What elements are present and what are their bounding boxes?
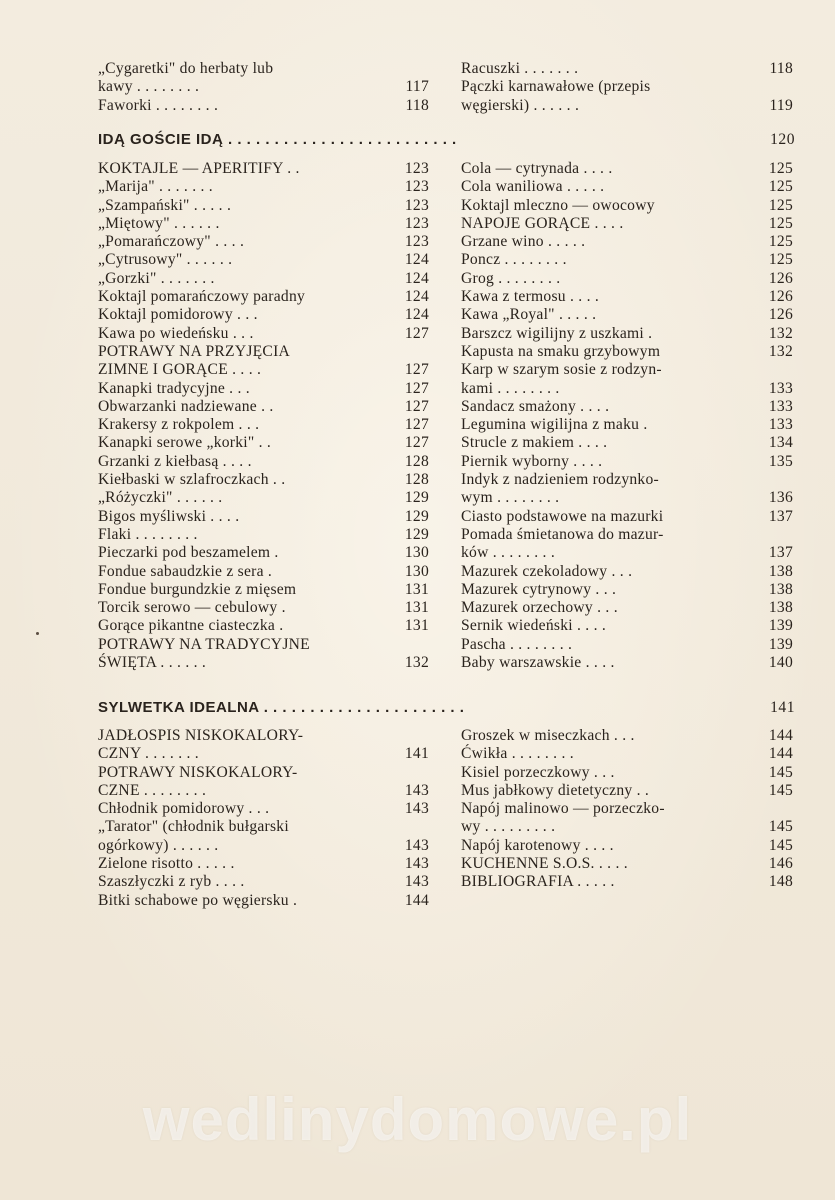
section-title: SYLWETKA IDEALNA . . . . . . . . . . . . . . . . . . . . . . bbox=[98, 699, 465, 716]
toc-entry-page: 123 bbox=[404, 214, 429, 232]
toc-entry bbox=[461, 214, 793, 233]
toc-entry bbox=[461, 361, 741, 379]
toc-entry bbox=[98, 196, 429, 215]
toc-entry-page: 145 bbox=[768, 818, 793, 836]
toc-entry bbox=[98, 343, 373, 361]
toc-entry-text: Kawa z termosu . . . . bbox=[461, 288, 600, 306]
section-heading-sylwetka-idealna bbox=[98, 699, 795, 716]
toc-entry-text: Ćwikła . . . . . . . . bbox=[461, 745, 574, 763]
toc-entry bbox=[461, 727, 793, 745]
toc-entry-page: 145 bbox=[768, 781, 793, 799]
toc-entry-page: 130 bbox=[404, 562, 429, 580]
toc-entry-page: 138 bbox=[768, 562, 793, 580]
toc-entry bbox=[98, 781, 429, 800]
toc-entry-page: 124 bbox=[404, 306, 429, 324]
toc-entry-text: ZIMNE I GORĄCE . . . . bbox=[98, 361, 262, 379]
toc-entry bbox=[98, 178, 429, 196]
toc-entry-page: 137 bbox=[768, 544, 793, 562]
toc-entry-text: Pomada śmietanowa do mazur- bbox=[461, 525, 664, 543]
toc-entry-text: KUCHENNE S.O.S. . . . . bbox=[461, 855, 628, 873]
toc-entry-text: „Miętowy" . . . . . . bbox=[98, 214, 220, 232]
toc-entry-text: kami . . . . . . . . bbox=[461, 379, 560, 397]
toc-entry-text: ogórkowy) . . . . . . bbox=[98, 836, 219, 854]
print-speck bbox=[36, 632, 39, 635]
toc-entry bbox=[461, 78, 741, 96]
toc-entry-text: CZNE . . . . . . . . bbox=[98, 781, 207, 799]
toc-entry-page: 138 bbox=[768, 580, 793, 598]
block1-left-column bbox=[98, 160, 429, 672]
toc-entry-page: 133 bbox=[768, 379, 793, 397]
toc-entry-text: Mazurek cytrynowy . . . bbox=[461, 580, 617, 598]
toc-entry bbox=[461, 342, 793, 361]
toc-entry-text: JADŁOSPIS NISKOKALORY- bbox=[98, 727, 304, 744]
toc-entry bbox=[461, 379, 793, 398]
toc-entry-page: 127 bbox=[404, 379, 429, 397]
toc-entry-page: 128 bbox=[404, 452, 429, 470]
toc-entry-page: 118 bbox=[405, 96, 429, 114]
toc-entry-page: 124 bbox=[404, 251, 429, 269]
toc-entry-page: 145 bbox=[768, 836, 793, 854]
toc-entry-text: Grog . . . . . . . . bbox=[461, 269, 561, 287]
toc-entry-text: Mus jabłkowy dietetyczny . . bbox=[461, 781, 650, 799]
toc-entry-page: 123 bbox=[404, 196, 429, 214]
toc-entry bbox=[98, 416, 429, 434]
toc-entry-page: 143 bbox=[404, 855, 429, 873]
toc-entry-text: Fondue sabaudzkie z sera . bbox=[98, 562, 273, 580]
toc-entry-text: CZNY . . . . . . . bbox=[98, 745, 199, 763]
toc-entry bbox=[461, 416, 793, 434]
block2-right-column bbox=[461, 727, 793, 892]
toc-entry bbox=[461, 745, 793, 763]
block1-right-column bbox=[461, 160, 793, 672]
toc-entry bbox=[98, 873, 429, 891]
toc-entry bbox=[98, 580, 429, 599]
toc-entry bbox=[461, 526, 741, 544]
block2-left-column bbox=[98, 727, 429, 910]
toc-entry-page: 130 bbox=[404, 544, 429, 562]
toc-entry bbox=[98, 379, 429, 398]
toc-entry bbox=[98, 160, 429, 178]
toc-entry-text: Ciasto podstawowe na mazurki bbox=[461, 507, 664, 525]
toc-entry bbox=[461, 324, 793, 343]
toc-entry bbox=[98, 654, 429, 672]
toc-entry-page: 125 bbox=[768, 251, 793, 269]
top-left-column bbox=[98, 60, 429, 115]
toc-entry-page: 129 bbox=[404, 507, 429, 525]
toc-entry-text: Sandacz smażony . . . . bbox=[461, 397, 610, 415]
toc-entry-page: 117 bbox=[405, 78, 429, 96]
toc-entry bbox=[98, 818, 373, 836]
toc-entry bbox=[461, 562, 793, 581]
toc-entry-page: 131 bbox=[404, 580, 429, 598]
toc-entry-text: Bitki schabowe po węgiersku . bbox=[98, 891, 298, 909]
toc-entry-text: POTRAWY NA TRADYCYJNE bbox=[98, 635, 310, 653]
toc-entry-page: 126 bbox=[768, 306, 793, 324]
toc-entry-text: NAPOJE GORĄCE . . . . bbox=[461, 214, 624, 232]
toc-entry-text: Pączki karnawałowe (przepis bbox=[461, 78, 651, 96]
toc-entry-page: 141 bbox=[404, 745, 429, 763]
toc-entry-text: ŚWIĘTA . . . . . . bbox=[98, 654, 207, 672]
toc-entry-text: Strucle z makiem . . . . bbox=[461, 434, 608, 452]
toc-entry-text: Karp w szarym sosie z rodzyn- bbox=[461, 361, 662, 379]
toc-entry-text: Poncz . . . . . . . . bbox=[461, 251, 567, 269]
toc-entry-text: POTRAWY NISKOKALORY- bbox=[98, 763, 298, 781]
toc-entry-page: 143 bbox=[404, 781, 429, 799]
toc-entry-page: 136 bbox=[768, 489, 793, 507]
top-right-column bbox=[461, 60, 793, 115]
toc-entry bbox=[98, 891, 429, 910]
toc-entry bbox=[461, 507, 793, 526]
toc-entry-page: 124 bbox=[404, 269, 429, 287]
toc-entry-text: Koktajl mleczno — owocowy bbox=[461, 196, 655, 214]
toc-entry bbox=[461, 580, 793, 599]
toc-entry-text: kawy . . . . . . . . bbox=[98, 78, 200, 96]
toc-entry-text: Grzane wino . . . . . bbox=[461, 233, 586, 251]
toc-entry bbox=[461, 306, 793, 324]
toc-entry-page: 132 bbox=[768, 342, 793, 360]
toc-entry bbox=[461, 836, 793, 855]
toc-entry-page: 118 bbox=[769, 60, 793, 77]
toc-entry bbox=[461, 617, 793, 635]
toc-entry-text: Koktajl pomarańczowy paradny bbox=[98, 288, 306, 306]
toc-entry-page: 135 bbox=[768, 452, 793, 470]
toc-entry bbox=[98, 251, 429, 269]
toc-entry bbox=[98, 544, 429, 562]
toc-entry bbox=[98, 525, 429, 544]
toc-entry-page: 126 bbox=[768, 288, 793, 306]
toc-entry-text: Barszcz wigilijny z uszkami . bbox=[461, 324, 653, 342]
toc-entry-text: „Tarator" (chłodnik bułgarski bbox=[98, 818, 289, 836]
toc-entry-page: 125 bbox=[768, 178, 793, 196]
toc-entry bbox=[461, 434, 793, 452]
toc-entry-text: Kawa „Royal" . . . . . bbox=[461, 306, 597, 324]
toc-entry-page: 139 bbox=[768, 635, 793, 653]
toc-entry-page: 131 bbox=[404, 617, 429, 635]
toc-entry-page: 123 bbox=[404, 160, 429, 177]
toc-entry bbox=[98, 397, 429, 416]
toc-entry bbox=[98, 233, 429, 251]
toc-entry-text: Szaszłyczki z ryb . . . . bbox=[98, 873, 245, 891]
toc-entry-page: 144 bbox=[768, 745, 793, 763]
toc-entry-text: Pascha . . . . . . . . bbox=[461, 635, 573, 653]
toc-entry-text: Legumina wigilijna z maku . bbox=[461, 416, 648, 434]
toc-entry-text: Sernik wiedeński . . . . bbox=[461, 617, 607, 635]
toc-entry-page: 144 bbox=[768, 727, 793, 744]
toc-entry bbox=[461, 452, 793, 471]
toc-entry-page: 123 bbox=[404, 178, 429, 196]
toc-entry bbox=[98, 599, 429, 617]
toc-entry-text: Flaki . . . . . . . . bbox=[98, 525, 198, 543]
toc-entry bbox=[98, 745, 429, 763]
toc-entry-text: Kapusta na smaku grzybowym bbox=[461, 342, 661, 360]
toc-entry-page: 129 bbox=[404, 525, 429, 543]
toc-entry-text: „Cygaretki" do herbaty lub bbox=[98, 60, 274, 77]
toc-entry bbox=[461, 855, 793, 873]
toc-entry-page: 128 bbox=[404, 471, 429, 489]
toc-entry bbox=[98, 78, 429, 96]
toc-entry bbox=[461, 60, 793, 78]
toc-entry-text: Pieczarki pod beszamelem . bbox=[98, 544, 279, 562]
toc-entry-page: 133 bbox=[768, 397, 793, 415]
toc-entry-text: Mazurek orzechowy . . . bbox=[461, 599, 618, 617]
toc-entry-text: Faworki . . . . . . . . bbox=[98, 96, 219, 114]
toc-entry-page: 125 bbox=[768, 196, 793, 214]
toc-entry-text: Zielone risotto . . . . . bbox=[98, 855, 235, 873]
toc-entry bbox=[98, 361, 429, 379]
toc-entry-text: Grzanki z kiełbasą . . . . bbox=[98, 452, 252, 470]
toc-entry bbox=[98, 764, 373, 782]
toc-entry bbox=[98, 836, 429, 855]
toc-entry-text: Gorące pikantne ciasteczka . bbox=[98, 617, 284, 635]
toc-entry-text: Baby warszawskie . . . . bbox=[461, 654, 615, 672]
toc-entry-text: Kanapki serowe „korki" . . bbox=[98, 434, 272, 452]
toc-entry-text: Obwarzanki nadziewane . . bbox=[98, 397, 274, 415]
toc-entry-text: Napój malinowo — porzeczko- bbox=[461, 800, 665, 818]
toc-entry-text: Chłodnik pomidorowy . . . bbox=[98, 800, 270, 818]
toc-entry-page: 132 bbox=[404, 654, 429, 672]
toc-entry bbox=[461, 251, 793, 269]
toc-entry bbox=[461, 781, 793, 800]
toc-entry-text: wym . . . . . . . . bbox=[461, 489, 560, 507]
toc-entry-page: 127 bbox=[404, 397, 429, 415]
toc-entry-text: Bigos myśliwski . . . . bbox=[98, 507, 240, 525]
toc-entry-text: Fondue burgundzkie z mięsem bbox=[98, 580, 297, 598]
toc-entry bbox=[461, 288, 793, 306]
toc-entry-page: 124 bbox=[404, 288, 429, 306]
toc-entry bbox=[461, 269, 793, 288]
toc-entry-page: 143 bbox=[404, 873, 429, 891]
toc-entry-text: ków . . . . . . . . bbox=[461, 544, 555, 562]
toc-entry-text: Kiełbaski w szlafroczkach . . bbox=[98, 471, 286, 489]
toc-entry bbox=[98, 60, 373, 78]
toc-entry bbox=[98, 214, 429, 233]
toc-entry-page: 127 bbox=[404, 416, 429, 434]
toc-entry-text: Mazurek czekoladowy . . . bbox=[461, 562, 633, 580]
toc-entry bbox=[461, 635, 793, 654]
toc-entry-text: Indyk z nadzieniem rodzynko- bbox=[461, 471, 659, 489]
toc-entry-text: Kisiel porzeczkowy . . . bbox=[461, 763, 615, 781]
toc-entry bbox=[98, 452, 429, 471]
toc-entry bbox=[461, 489, 793, 507]
toc-entry-text: Cola waniliowa . . . . . bbox=[461, 178, 605, 196]
toc-entry bbox=[461, 818, 793, 836]
toc-entry-page: 143 bbox=[404, 836, 429, 854]
toc-entry bbox=[98, 489, 429, 507]
toc-entry-text: „Różyczki" . . . . . . bbox=[98, 489, 223, 507]
toc-entry-page: 132 bbox=[768, 324, 793, 342]
toc-entry-text: Piernik wyborny . . . . bbox=[461, 452, 603, 470]
toc-entry bbox=[461, 196, 793, 215]
section-heading-ida-goscie-ida bbox=[98, 131, 795, 148]
toc-entry bbox=[98, 96, 429, 115]
toc-entry bbox=[98, 507, 429, 526]
toc-entry bbox=[98, 269, 429, 288]
toc-entry-text: Kanapki tradycyjne . . . bbox=[98, 379, 250, 397]
toc-entry-page: 131 bbox=[404, 599, 429, 617]
toc-entry-text: Krakersy z rokpolem . . . bbox=[98, 416, 260, 434]
toc-entry-text: „Cytrusowy" . . . . . . bbox=[98, 251, 233, 269]
watermark: wedlinydomowe.pl bbox=[142, 1086, 693, 1153]
toc-entry-text: BIBLIOGRAFIA . . . . . bbox=[461, 873, 615, 891]
toc-entry-page: 126 bbox=[768, 269, 793, 287]
toc-entry-text: „Marija" . . . . . . . bbox=[98, 178, 213, 196]
section-page-number: 120 bbox=[770, 131, 795, 148]
toc-entry bbox=[98, 324, 429, 343]
toc-entry-page: 145 bbox=[768, 763, 793, 781]
toc-entry-text: Napój karotenowy . . . . bbox=[461, 836, 614, 854]
toc-entry-text: Torcik serowo — cebulowy . bbox=[98, 599, 286, 617]
toc-entry bbox=[98, 855, 429, 873]
toc-entry-page: 148 bbox=[768, 873, 793, 891]
toc-entry-text: Kawa po wiedeńsku . . . bbox=[98, 324, 254, 342]
toc-entry-page: 125 bbox=[768, 214, 793, 232]
toc-entry-text: KOKTAJLE — APERITIFY . . bbox=[98, 160, 300, 177]
toc-entry bbox=[98, 636, 373, 654]
toc-entry bbox=[461, 160, 793, 178]
toc-entry-page: 127 bbox=[404, 324, 429, 342]
toc-entry-page: 119 bbox=[769, 96, 793, 114]
toc-entry bbox=[98, 727, 373, 745]
toc-entry-text: Groszek w miseczkach . . . bbox=[461, 727, 635, 744]
toc-entry-text: węgierski) . . . . . . bbox=[461, 96, 580, 114]
toc-entry bbox=[461, 599, 793, 617]
toc-entry bbox=[98, 800, 429, 818]
toc-entry-page: 134 bbox=[768, 434, 793, 452]
toc-entry bbox=[98, 617, 429, 635]
toc-entry-page: 125 bbox=[768, 160, 793, 177]
toc-entry-text: „Gorzki" . . . . . . . bbox=[98, 269, 215, 287]
toc-entry-text: „Pomarańczowy" . . . . bbox=[98, 233, 245, 251]
section-page-number: 141 bbox=[770, 699, 795, 716]
toc-entry-page: 133 bbox=[768, 416, 793, 434]
toc-entry bbox=[98, 306, 429, 324]
toc-entry bbox=[98, 471, 429, 489]
toc-entry-page: 137 bbox=[768, 507, 793, 525]
toc-entry bbox=[461, 397, 793, 416]
toc-entry-page: 127 bbox=[404, 361, 429, 379]
toc-entry-page: 123 bbox=[404, 233, 429, 251]
toc-entry-text: Racuszki . . . . . . . bbox=[461, 60, 579, 77]
toc-entry bbox=[461, 654, 793, 672]
toc-entry bbox=[461, 544, 793, 562]
toc-entry bbox=[461, 233, 793, 251]
toc-entry-page: 129 bbox=[404, 489, 429, 507]
toc-entry bbox=[98, 562, 429, 581]
toc-entry-page: 140 bbox=[768, 654, 793, 672]
toc-entry-text: POTRAWY NA PRZYJĘCIA bbox=[98, 342, 291, 360]
toc-entry-text: wy . . . . . . . . . bbox=[461, 818, 556, 836]
toc-entry bbox=[461, 471, 741, 489]
toc-entry-text: „Szampański" . . . . . bbox=[98, 196, 232, 214]
toc-entry bbox=[98, 288, 429, 306]
toc-entry-page: 139 bbox=[768, 617, 793, 635]
toc-entry-page: 138 bbox=[768, 599, 793, 617]
toc-entry bbox=[461, 96, 793, 115]
toc-entry bbox=[461, 873, 793, 891]
toc-entry-text: Koktajl pomidorowy . . . bbox=[98, 306, 258, 324]
toc-entry bbox=[461, 800, 741, 818]
toc-entry-page: 146 bbox=[768, 855, 793, 873]
toc-entry bbox=[461, 763, 793, 782]
toc-entry-page: 144 bbox=[404, 891, 429, 909]
toc-entry-page: 125 bbox=[768, 233, 793, 251]
toc-entry-page: 143 bbox=[404, 800, 429, 818]
toc-entry-page: 127 bbox=[404, 434, 429, 452]
toc-entry bbox=[98, 434, 429, 452]
section-title: IDĄ GOŚCIE IDĄ . . . . . . . . . . . . . . . . . . . . . . . . . bbox=[98, 131, 457, 148]
toc-entry bbox=[461, 178, 793, 196]
toc-entry-text: Cola — cytrynada . . . . bbox=[461, 160, 613, 177]
